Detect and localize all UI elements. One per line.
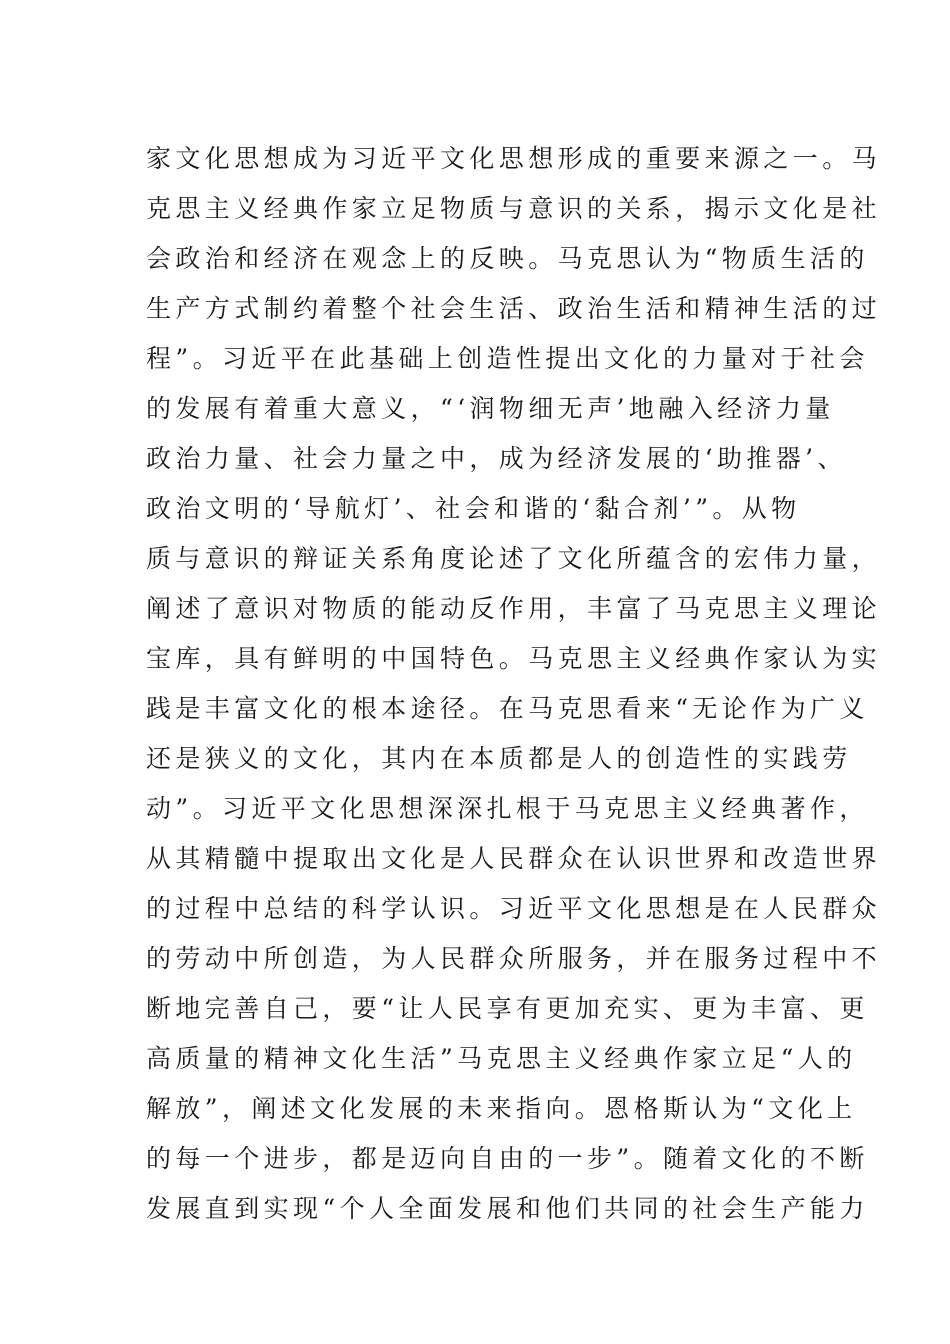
text-line: 发展直到实现“个人全面发展和他们共同的社会生产能力 bbox=[146, 1194, 869, 1223]
text-line: 家文化思想成为习近平文化思想形成的重要来源之一。马 bbox=[146, 144, 882, 173]
text-line: 程”。习近平在此基础上创造性提出文化的力量对于社会 bbox=[146, 344, 869, 373]
text-line: 政治文明的‘导航灯’、社会和谐的‘黏合剂’”。从物 bbox=[146, 494, 801, 523]
text-line: 会政治和经济在观念上的反映。马克思认为“物质生活的 bbox=[146, 244, 869, 273]
text-line: 克思主义经典作家立足物质与意识的关系，揭示文化是社 bbox=[146, 194, 882, 223]
text-line: 宝库，具有鲜明的中国特色。马克思主义经典作家认为实 bbox=[146, 644, 882, 673]
text-line: 生产方式制约着整个社会生活、政治生活和精神生活的过 bbox=[146, 294, 882, 323]
body-text bbox=[146, 134, 882, 1234]
text-line: 的每一个进步，都是迈向自由的一步”。随着文化的不断 bbox=[146, 1144, 869, 1173]
text-line: 阐述了意识对物质的能动反作用，丰富了马克思主义理论 bbox=[146, 594, 882, 623]
text-line: 的发展有着重大意义，“‘润物细无声’地融入经济力量 bbox=[146, 394, 835, 423]
text-line: 高质量的精神文化生活”马克思主义经典作家立足“人的 bbox=[146, 1044, 857, 1073]
text-line: 动”。习近平文化思想深深扎根于马克思主义经典著作， bbox=[146, 794, 869, 823]
text-line: 政治力量、社会力量之中，成为经济发展的‘助推器’、 bbox=[146, 444, 847, 473]
text-line: 解放”，阐述文化发展的未来指向。恩格斯认为“文化上 bbox=[146, 1094, 857, 1123]
text-line: 质与意识的辩证关系角度论述了文化所蕴含的宏伟力量， bbox=[146, 544, 882, 573]
text-line: 的劳动中所创造，为人民群众所服务，并在服务过程中不 bbox=[146, 944, 882, 973]
text-line: 的过程中总结的科学认识。习近平文化思想是在人民群众 bbox=[146, 894, 882, 923]
text-line: 践是丰富文化的根本途径。在马克思看来“无论作为广义 bbox=[146, 694, 869, 723]
text-line: 断地完善自己，要“让人民享有更加充实、更为丰富、更 bbox=[146, 994, 869, 1023]
text-line: 从其精髓中提取出文化是人民群众在认识世界和改造世界 bbox=[146, 844, 882, 873]
text-line: 还是狭义的文化，其内在本质都是人的创造性的实践劳 bbox=[146, 744, 852, 773]
